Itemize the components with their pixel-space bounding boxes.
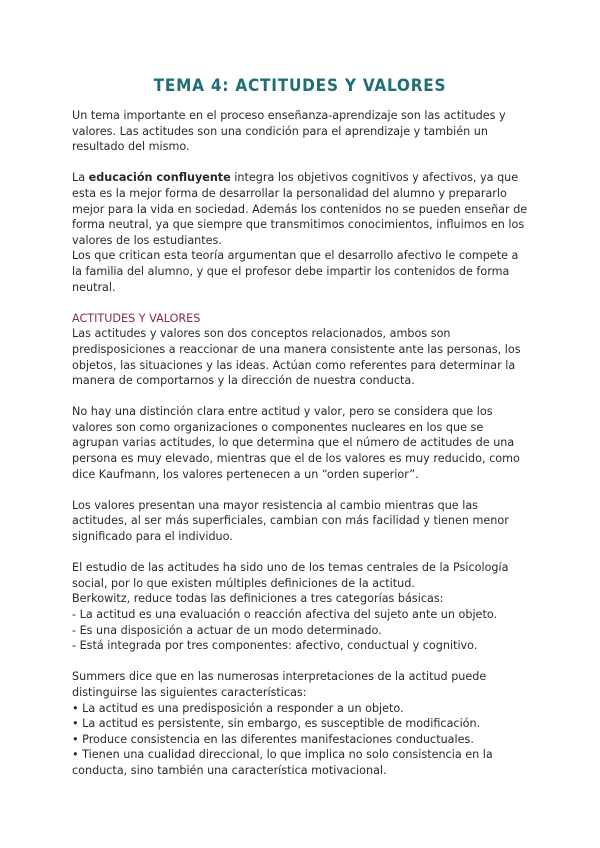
- list-item: - Es una disposición a actuar de un modo determinado.: [72, 623, 382, 637]
- list-item: • Produce consistencia en las diferentes manifestaciones conductuales.: [72, 732, 474, 746]
- section-paragraph-3: Los valores presentan una mayor resistencia al cambio mientras que las actitudes, al ser más superficiales, cambian con más facilidad y tienen menor significado para el individuo.: [72, 498, 509, 544]
- confluyente-prefix: La: [72, 171, 89, 185]
- list-item: • Tienen una cualidad direccional, lo que implica no solo consistencia en la conducta, sino también una característica motivacional.: [72, 748, 493, 777]
- critics-paragraph: Los que critican esta teoría argumentan que el desarrollo afectivo le compete a la familia del alumno, y que el profesor debe impartir los contenidos de forma neutral.: [72, 249, 519, 294]
- section-paragraph-1: Las actitudes y valores son dos conceptos relacionados, ambos son predisposiciones a reaccionar de una manera consistente ante las personas, los objetos, las situaciones y las ideas. Actúan como referentes para determinar la manera de comportarnos y la dirección de nuestra conducta.: [72, 327, 521, 388]
- page-title: TEMA 4: ACTITUDES Y VALORES: [153, 76, 447, 96]
- document-body: [72, 108, 530, 779]
- list-item: - Está integrada por tres componentes: afectivo, conductual y cognitivo.: [72, 639, 478, 653]
- intro-paragraph: Un tema importante en el proceso enseñanza-aprendizaje son las actitudes y valores. Las actitudes son una condición para el aprendizaje y también un resultado del mismo.: [72, 109, 506, 154]
- section-paragraph-5: Summers dice que en las numerosas interpretaciones de la actitud puede distinguirse las siguientes características:: [72, 670, 487, 699]
- confluyente-paragraph: [72, 170, 530, 248]
- section-paragraph-4b: Berkowitz, reduce todas las definiciones a tres categorías básicas:: [72, 592, 444, 606]
- list-item: • La actitud es una predisposición a responder a un objeto.: [72, 701, 404, 715]
- section-paragraph-4a: El estudio de las actitudes ha sido uno de los temas centrales de la Psicología social, por lo que existen múltiples definiciones de la actitud.: [72, 561, 509, 590]
- list-item: • La actitud es persistente, sin embargo, es susceptible de modificación.: [72, 717, 481, 731]
- section-heading: ACTITUDES Y VALORES: [72, 311, 201, 325]
- list-item: - La actitud es una evaluación o reacción afectiva del sujeto ante un objeto.: [72, 608, 498, 621]
- confluyente-term: educación confluyente: [88, 171, 231, 185]
- section-paragraph-2: No hay una distinción clara entre actitud y valor, pero se considera que los valores son como organizaciones o componentes nucleares en los que se agrupan varias actitudes, lo que determina que el número de actitudes de una persona es muy elevado, mientras que el de los valores es muy reducido, como dice Kaufmann, los valores pertenecen a un “orden superior”.: [72, 405, 520, 481]
- confluyente-text: integra los objetivos cognitivos y afectivos, ya que esta es la mejor forma de desarrollar la personalidad del alumno y prepararlo mejor para la vida en sociedad. Además los contenidos no se pueden enseñar de forma neutral, ya que siempre que transmitimos conocimientos, influimos en los valores de los estudiantes.: [72, 171, 528, 247]
